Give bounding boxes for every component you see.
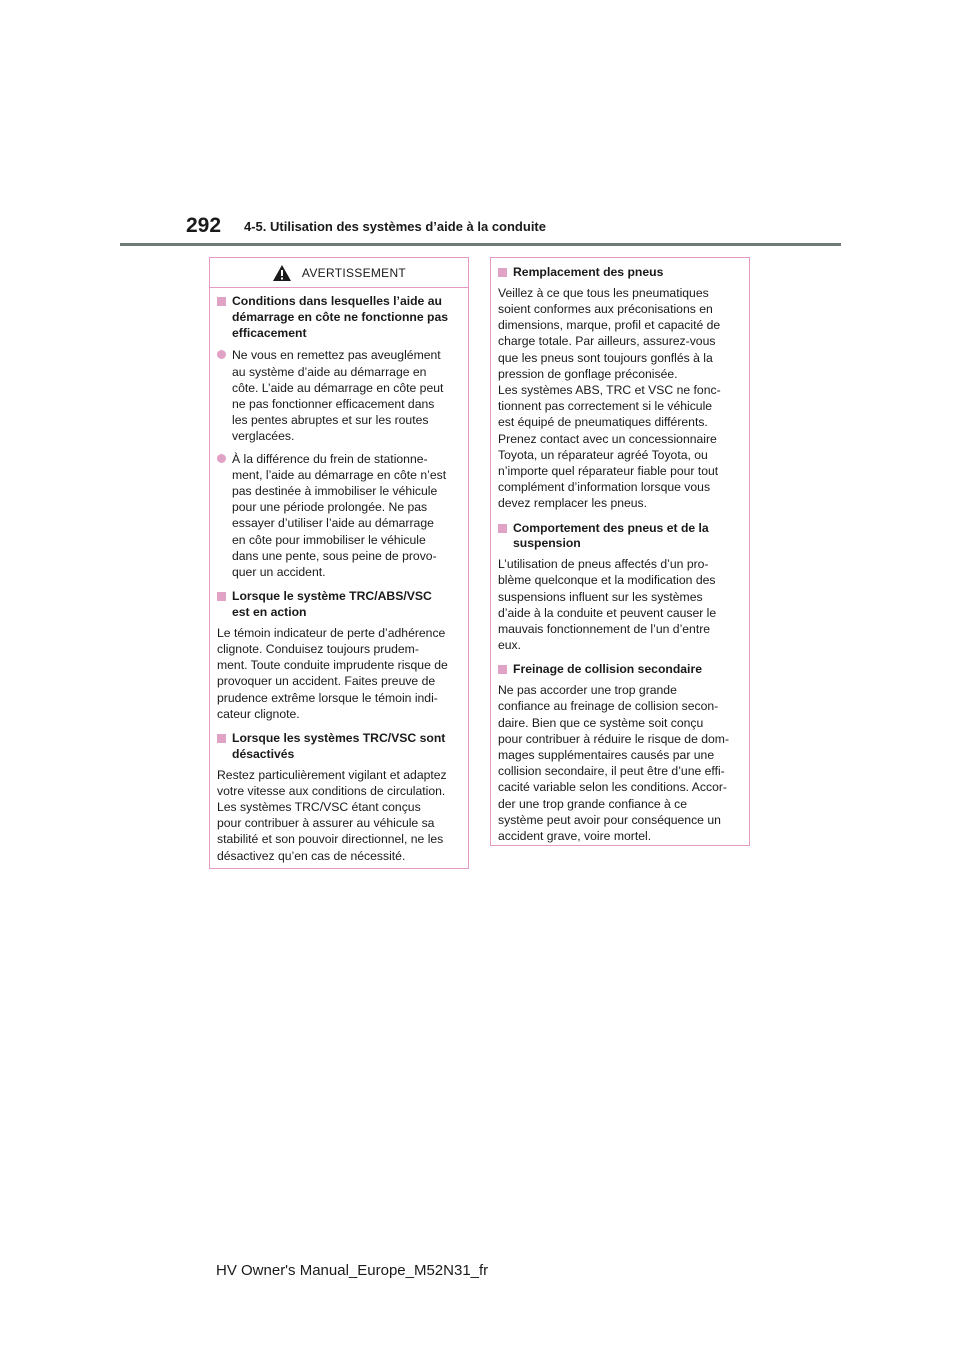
square-bullet-icon: [498, 268, 507, 277]
section-text: Ne pas accorder une trop grande confiance au freinage de collision secon- daire. Bien que ce système soit conçu pour contribuer à réduire le risque de dom- mages supplémentaires causés par une collision secondaire, il peut être d’une effi- cacité variable selon les conditions. Accor- der une trop grande confiance à ce système peut avoir pour conséquence un accident grave, voire mortel.: [498, 683, 730, 844]
warning-title: AVERTISSEMENT: [301, 265, 407, 280]
warning-triangle-icon: [272, 264, 292, 282]
section-text: Veillez à ce que tous les pneumatiques soient conformes aux préconisations en dimensions, marque, profil et capacité de charge totale. Par ailleurs, assurez-vous que les pneus sont toujours gonflés à la pression de gonflage préconisée. Les systèmes ABS, TRC et VSC ne fonc- tionnent pas correctement si le véhicule est équipé de pneumatiques différents. Prenez contact avec un concessionnaire Toyota, un réparateur agréé Toyota, ou n’importe quel réparateur fiable pour tout complément d’information lorsque vous devez remplacer les pneus.: [498, 285, 721, 511]
section-text: L’utilisation de pneus affectés d’un pro- blème quelconque et la modification des suspensions influent sur les systèmes d’aide à la conduite et peuvent causer le mauvais fonctionnement de l’un d’entre eux.: [498, 557, 717, 653]
section-heading: Lorsque les systèmes TRC/VSC sont désactivés: [217, 731, 460, 763]
square-bullet-icon: [217, 734, 226, 743]
square-bullet-icon: [217, 592, 226, 601]
section-heading: Lorsque le système TRC/ABS/VSC est en action: [217, 589, 460, 621]
section-heading: Conditions dans lesquelles l’aide au démarrage en côte ne fonctionne pas efficacement: [217, 294, 460, 341]
section-heading: Remplacement des pneus: [498, 265, 741, 281]
bullet-item: Ne vous en remettez pas aveuglément au système d’aide au démarrage en côte. L’aide au démarrage en côte peut ne pas fonctionner efficacement dans les pentes abruptes et sur les routes verglacées.: [217, 347, 460, 444]
circle-bullet-icon: [217, 454, 226, 463]
section-text: Le témoin indicateur de perte d’adhérence clignote. Conduisez toujours prudem- ment. Toute conduite imprudente risque de provoquer un accident. Faites preuve de prudence extrême lorsque le témoin indi- cateur clignote.: [217, 625, 448, 721]
footer-manual-id: HV Owner's Manual_Europe_M52N31_fr: [216, 1262, 489, 1279]
bullet-item: À la différence du frein de stationne- ment, l’aide au démarrage en côte n’est pas destinée à immobiliser le véhicule pour une période prolongée. Ne pas essayer d’utiliser l’aide au démarrage en côte pour immobiliser le véhicule dans une pente, sous peine de provo- quer un accident.: [217, 451, 460, 581]
section-text: Restez particulièrement vigilant et adaptez votre vitesse aux conditions de circulation. Les systèmes TRC/VSC étant conçus pour contribuer à assurer au véhicule sa stabilité et son pouvoir directionnel, ne les désactivez qu’en cas de nécessité.: [217, 767, 447, 863]
square-bullet-icon: [498, 524, 507, 533]
square-bullet-icon: [498, 665, 507, 674]
circle-bullet-icon: [217, 350, 226, 359]
section-heading: Comportement des pneus et de la suspension: [498, 521, 741, 553]
header-divider: [120, 243, 841, 246]
section-title: 4-5. Utilisation des systèmes d’aide à la conduite: [244, 219, 546, 234]
page-number: 292: [186, 214, 222, 237]
warning-box: [209, 257, 469, 869]
info-box: [490, 257, 750, 846]
warning-header: [210, 258, 468, 288]
square-bullet-icon: [217, 297, 226, 306]
section-heading: Freinage de collision secondaire: [498, 662, 741, 678]
